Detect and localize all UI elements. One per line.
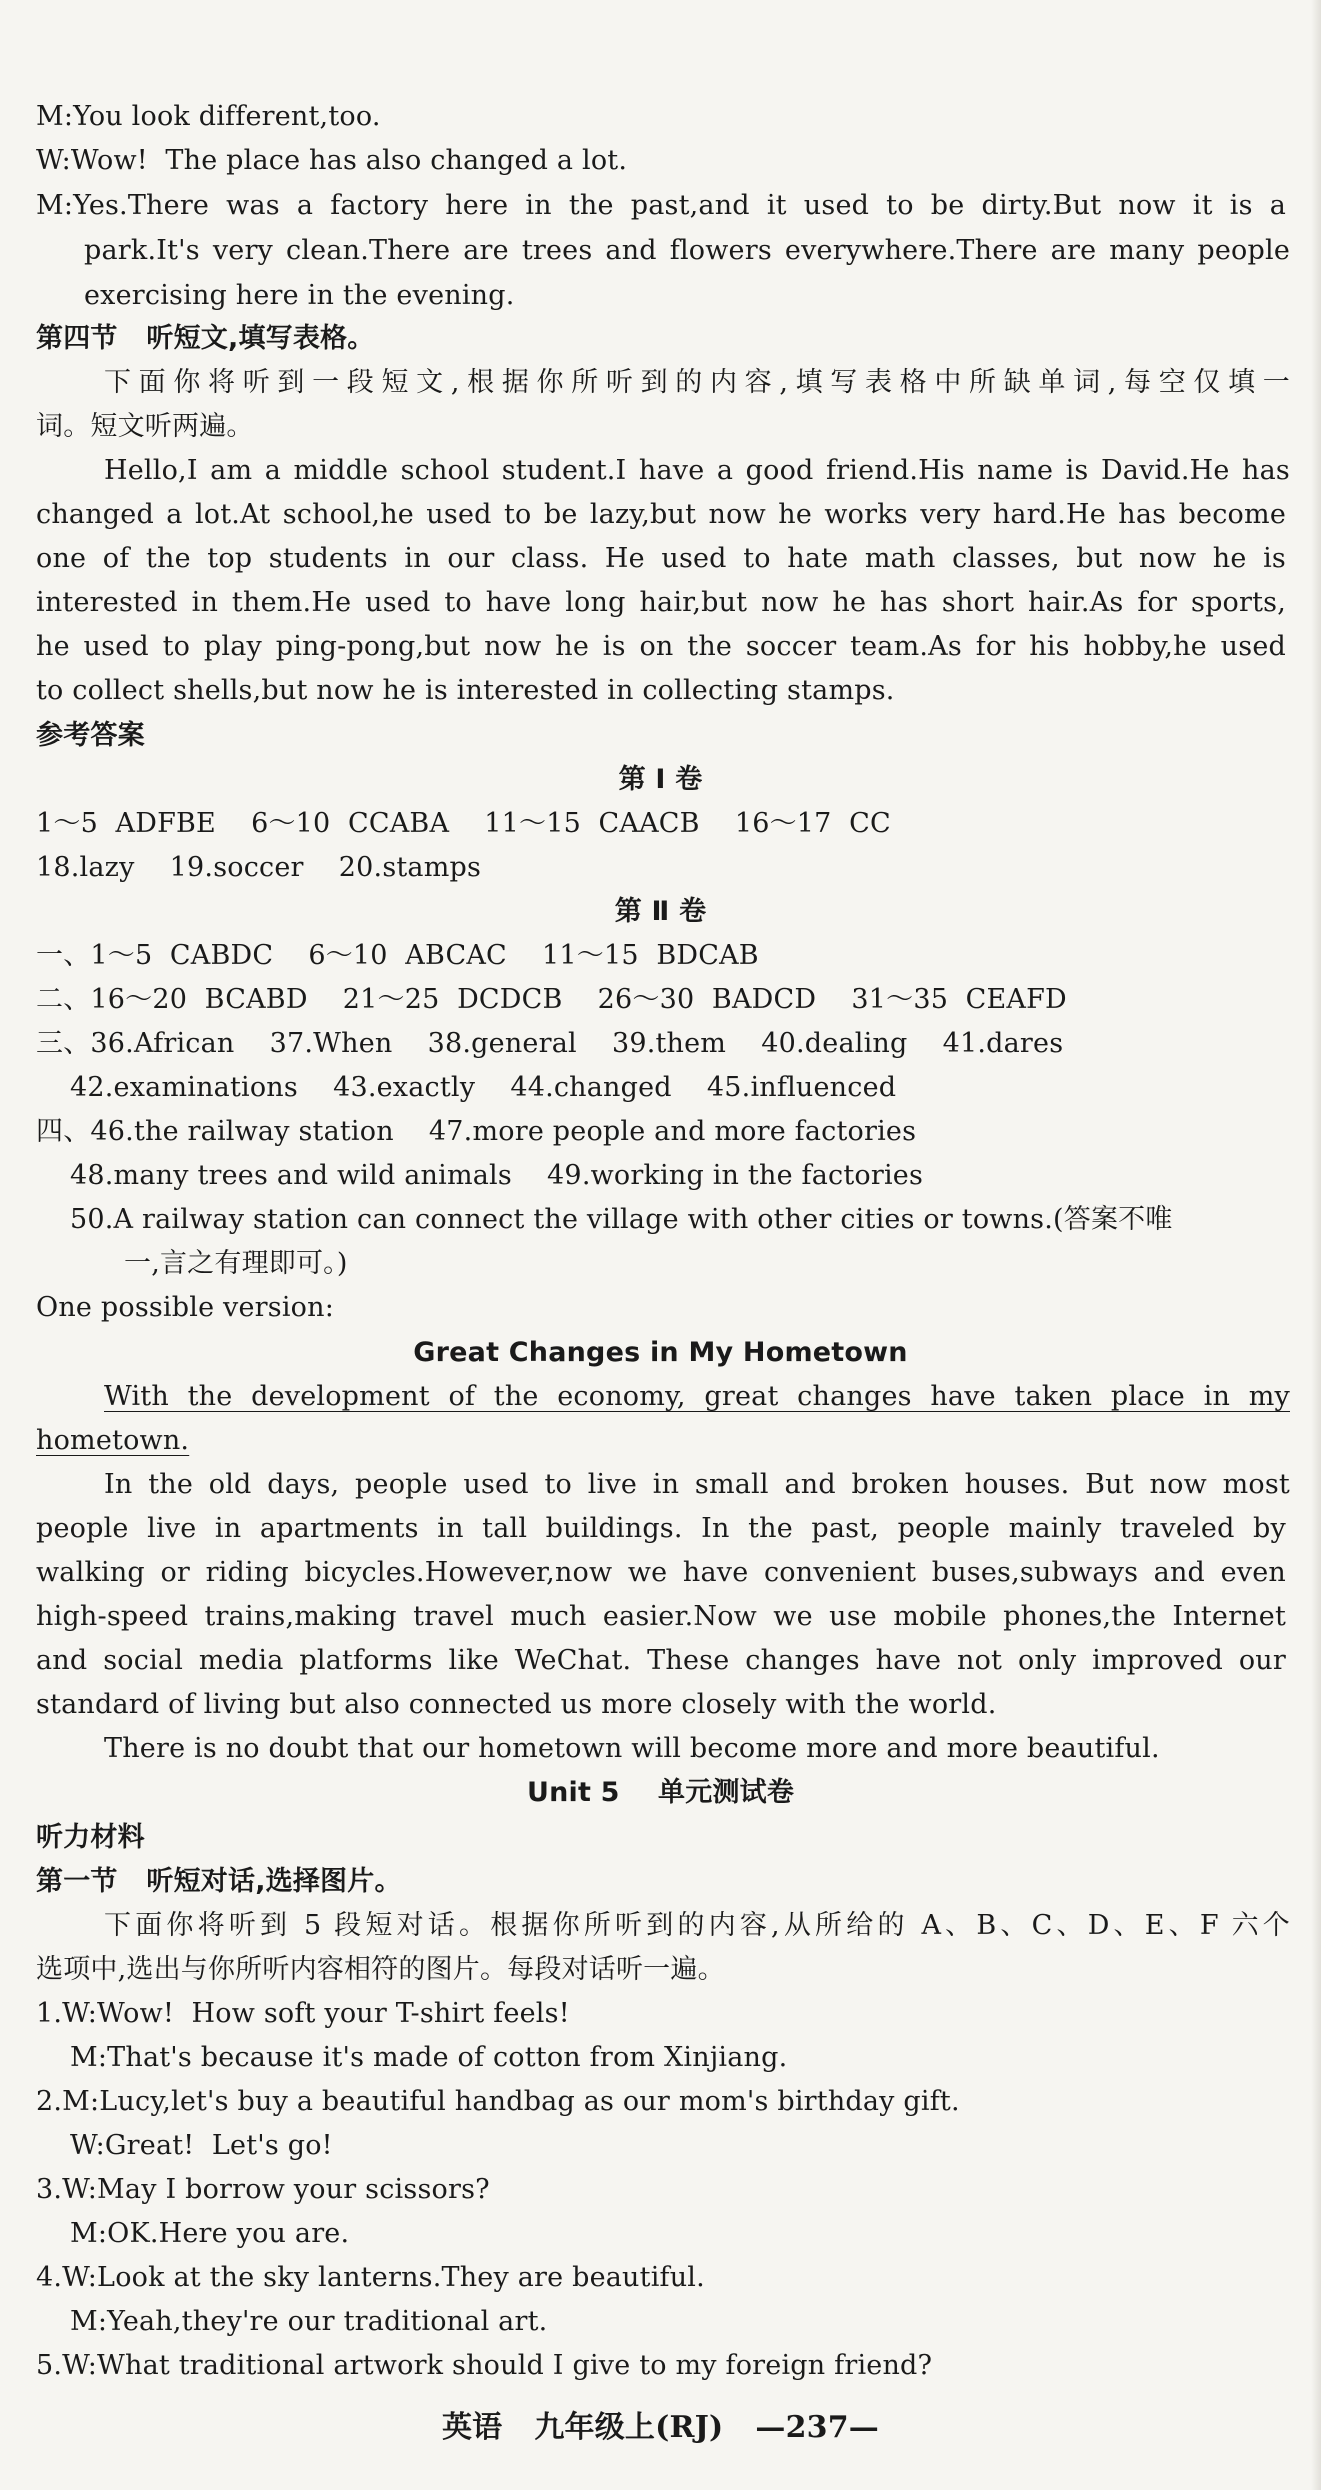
passage-line: Hello,I am a middle school student.I have a good friend.His name is David.He has [104, 455, 1290, 486]
essay-intro: One possible version: [36, 1292, 335, 1323]
dialogue-line: M:Yes.There was a factory here in the past,and it used to be dirty.But now it is a [36, 190, 1286, 221]
page-footer: 英语 九年级上(RJ) —237— [441, 2410, 879, 2445]
page-edge [1311, 0, 1321, 2490]
section-heading: 第一节 听短对话,选择图片。 [36, 1866, 402, 1897]
answer-line: 42.examinations 43.exactly 44.changed 45.influenced [70, 1072, 897, 1103]
dialogue-line: 1.W:Wow! How soft your T-shirt feels! [36, 1998, 570, 2029]
dialogue-line: 3.W:May I borrow your scissors? [36, 2174, 490, 2205]
instruction-line: 选项中,选出与你所听内容相符的图片。每段对话听一遍。 [36, 1954, 725, 1985]
essay-title: Great Changes in My Hometown [413, 1337, 908, 1368]
answer-line: 50.A railway station can connect the village with other cities or towns.(答案不唯 [70, 1204, 1173, 1235]
volume-heading: 第 Ⅱ 卷 [614, 896, 707, 927]
instruction-line: 词。短文听两遍。 [36, 411, 254, 442]
essay-line: walking or riding bicycles.However,now we have convenient buses,subways and even [36, 1557, 1286, 1588]
essay-line: There is no doubt that our hometown will become more and more beautiful. [104, 1733, 1160, 1764]
answer-line: 一,言之有理即可。) [124, 1248, 348, 1279]
dialogue-line: 5.W:What traditional artwork should I give to my foreign friend? [36, 2350, 933, 2381]
unit-title: Unit 5 单元测试卷 [526, 1777, 795, 1808]
answer-line: 一、1～5 CABDC 6～10 ABCAC 11～15 BDCAB [36, 940, 759, 971]
dialogue-line: M:OK.Here you are. [70, 2218, 350, 2249]
dialogue-line: 2.M:Lucy,let's buy a beautiful handbag as our mom's birthday gift. [36, 2086, 960, 2117]
materials-heading: 听力材料 [36, 1822, 145, 1853]
dialogue-line: M:That's because it's made of cotton from Xinjiang. [70, 2042, 788, 2073]
essay-line: and social media platforms like WeChat. These changes have not only improved our [36, 1645, 1286, 1676]
answer-line: 1～5 ADFBE 6～10 CCABA 11～15 CAACB 16～17 CC [36, 808, 891, 839]
answer-line: 三、36.African 37.When 38.general 39.them 40.dealing 41.dares [36, 1028, 1064, 1059]
essay-line: In the old days, people used to live in small and broken houses. But now most [104, 1469, 1290, 1500]
passage-line: one of the top students in our class. He used to hate math classes, but now he is [36, 543, 1286, 574]
answer-line: 二、16～20 BCABD 21～25 DCDCB 26～30 BADCD 31～35 CEAFD [36, 984, 1067, 1015]
section-heading: 第四节 听短文,填写表格。 [36, 323, 375, 354]
instruction-line: 下面你将听到一段短文,根据你所听到的内容,填写表格中所缺单词,每空仅填一 [104, 367, 1290, 398]
answer-line: 18.lazy 19.soccer 20.stamps [36, 852, 482, 883]
dialogue-line: W:Great! Let's go! [70, 2130, 333, 2161]
essay-line: With the development of the economy, great changes have taken place in my [104, 1381, 1290, 1412]
essay-line: standard of living but also connected us more closely with the world. [36, 1689, 997, 1720]
passage-line: changed a lot.At school,he used to be lazy,but now he works very hard.He has become [36, 499, 1286, 530]
dialogue-line: 4.W:Look at the sky lanterns.They are beautiful. [36, 2262, 705, 2293]
passage-line: to collect shells,but now he is interested in collecting stamps. [36, 675, 895, 706]
answer-line: 四、46.the railway station 47.more people and more factories [36, 1116, 917, 1147]
volume-heading: 第 Ⅰ 卷 [618, 764, 703, 795]
dialogue-line: park.It's very clean.There are trees and flowers everywhere.There are many people [84, 235, 1290, 266]
essay-line: high-speed trains,making travel much easier.Now we use mobile phones,the Internet [36, 1601, 1286, 1632]
dialogue-line: exercising here in the evening. [84, 280, 515, 311]
dialogue-line: W:Wow! The place has also changed a lot. [36, 145, 628, 176]
passage-line: he used to play ping-pong,but now he is on the soccer team.As for his hobby,he used [36, 631, 1286, 662]
dialogue-line: M:Yeah,they're our traditional art. [70, 2306, 548, 2337]
answers-heading: 参考答案 [36, 720, 145, 751]
essay-line: hometown. [36, 1425, 190, 1456]
instruction-line: 下面你将听到 5 段短对话。根据你所听到的内容,从所给的 A、B、C、D、E、F 六个 [104, 1910, 1290, 1941]
essay-line: people live in apartments in tall buildings. In the past, people mainly traveled by [36, 1513, 1286, 1544]
answer-line: 48.many trees and wild animals 49.working in the factories [70, 1160, 924, 1191]
passage-line: interested in them.He used to have long hair,but now he has short hair.As for sports, [36, 587, 1286, 618]
dialogue-line: M:You look different,too. [36, 101, 381, 132]
